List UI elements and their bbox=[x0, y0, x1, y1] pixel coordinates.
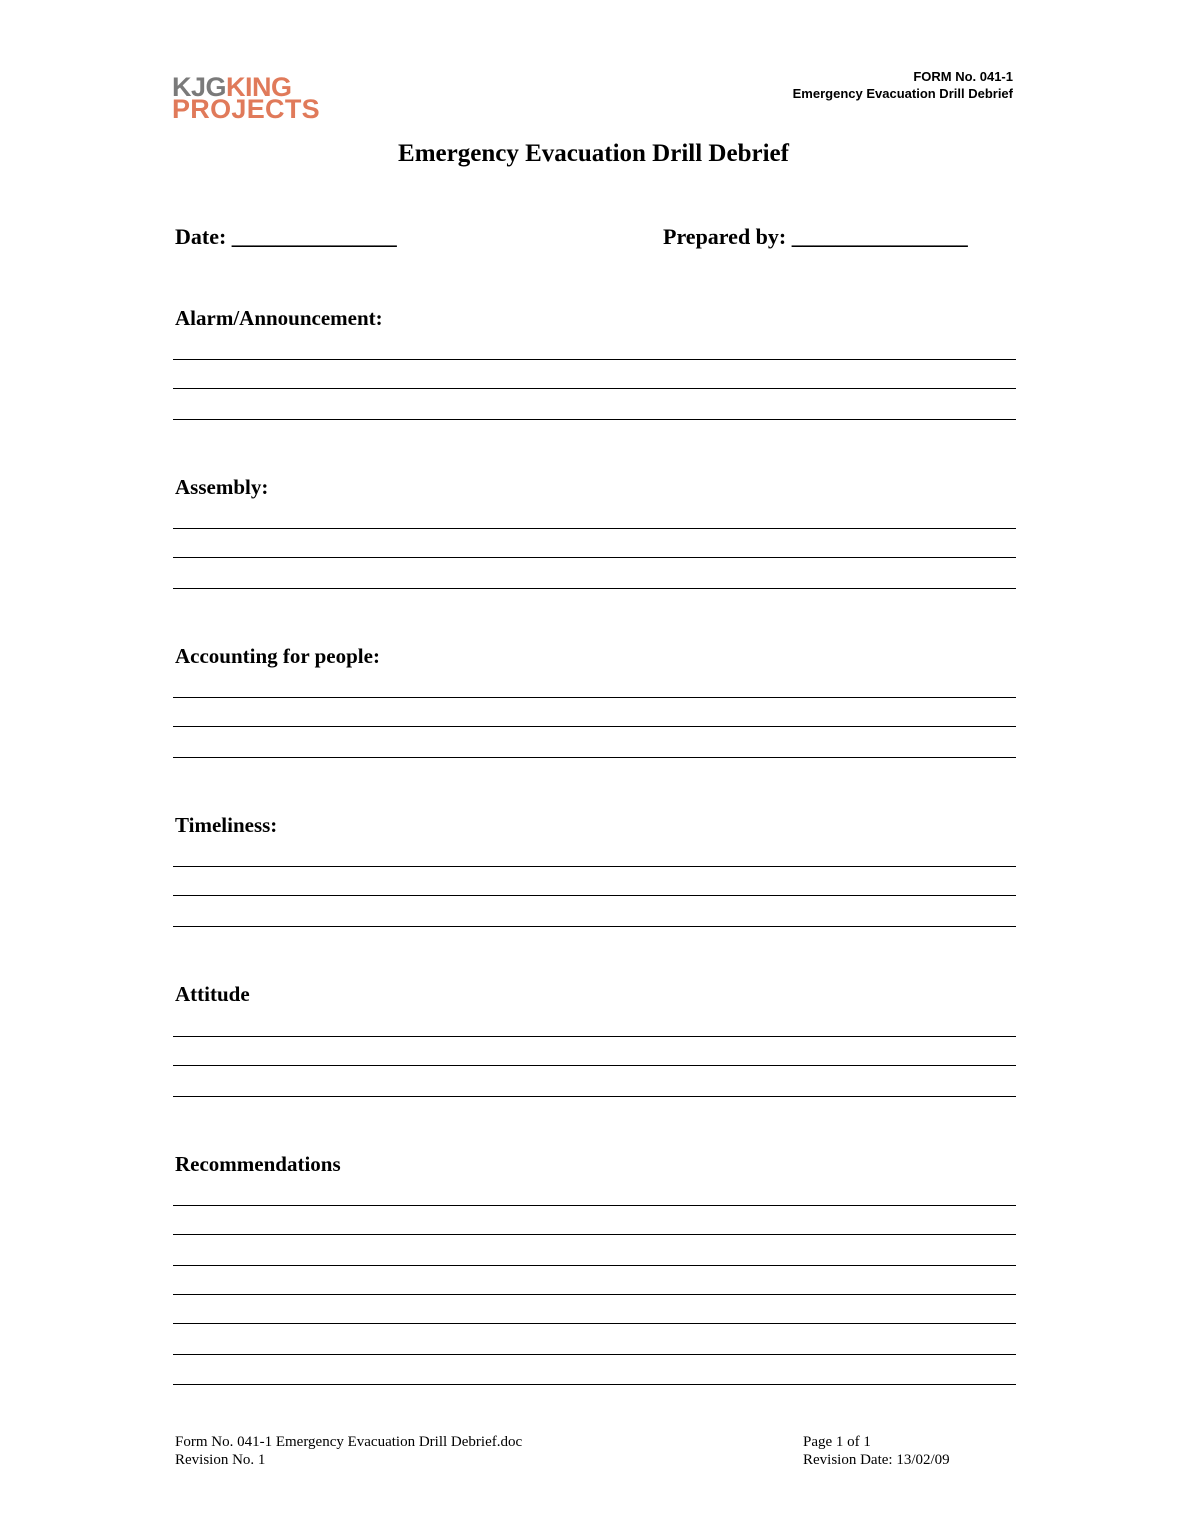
form-header bbox=[793, 68, 1013, 102]
footer-left bbox=[175, 1433, 522, 1469]
logo-initials: KJG bbox=[172, 72, 227, 102]
write-line[interactable] bbox=[173, 419, 1016, 420]
footer-revision-number: Revision No. 1 bbox=[175, 1452, 266, 1468]
write-line[interactable] bbox=[173, 1384, 1016, 1385]
footer-right bbox=[803, 1433, 950, 1469]
write-line[interactable] bbox=[173, 528, 1016, 529]
section-label-timeliness: Timeliness: bbox=[175, 813, 278, 837]
form-number: FORM No. 041-1 bbox=[913, 69, 1013, 84]
write-line[interactable] bbox=[173, 926, 1016, 927]
date-field[interactable]: Date: _______________ bbox=[175, 224, 397, 249]
form-header-title: Emergency Evacuation Drill Debrief bbox=[792, 86, 1013, 101]
write-line[interactable] bbox=[173, 1354, 1016, 1355]
section-label-assembly: Assembly: bbox=[175, 475, 269, 499]
write-line[interactable] bbox=[173, 697, 1016, 698]
section-label-alarm: Alarm/Announcement: bbox=[175, 306, 383, 330]
write-line[interactable] bbox=[173, 557, 1016, 558]
write-line[interactable] bbox=[173, 1096, 1016, 1097]
footer-page-number: Page 1 of 1 bbox=[803, 1434, 871, 1450]
write-line[interactable] bbox=[173, 388, 1016, 389]
write-line[interactable] bbox=[173, 588, 1016, 589]
logo-king: KING bbox=[226, 72, 292, 102]
write-line[interactable] bbox=[173, 359, 1016, 360]
write-line[interactable] bbox=[173, 757, 1016, 758]
write-line[interactable] bbox=[173, 1294, 1016, 1295]
page-title: Emergency Evacuation Drill Debrief bbox=[398, 140, 789, 167]
write-line[interactable] bbox=[173, 1323, 1016, 1324]
footer-revision-date: Revision Date: 13/02/09 bbox=[803, 1452, 950, 1468]
logo-line-2: PROJECTS bbox=[172, 94, 320, 124]
section-label-recommendations: Recommendations bbox=[175, 1152, 341, 1176]
prepared-by-field[interactable]: Prepared by: ________________ bbox=[663, 224, 968, 249]
company-logo bbox=[172, 74, 344, 122]
section-label-accounting: Accounting for people: bbox=[175, 644, 380, 668]
write-line[interactable] bbox=[173, 1265, 1016, 1266]
footer-document-name: Form No. 041-1 Emergency Evacuation Drill Debrief.doc bbox=[175, 1434, 523, 1450]
write-line[interactable] bbox=[173, 1065, 1016, 1066]
write-line[interactable] bbox=[173, 895, 1016, 896]
write-line[interactable] bbox=[173, 726, 1016, 727]
write-line[interactable] bbox=[173, 1234, 1016, 1235]
write-line[interactable] bbox=[173, 866, 1016, 867]
write-line[interactable] bbox=[173, 1205, 1016, 1206]
section-label-attitude: Attitude bbox=[175, 982, 250, 1006]
write-line[interactable] bbox=[173, 1036, 1016, 1037]
